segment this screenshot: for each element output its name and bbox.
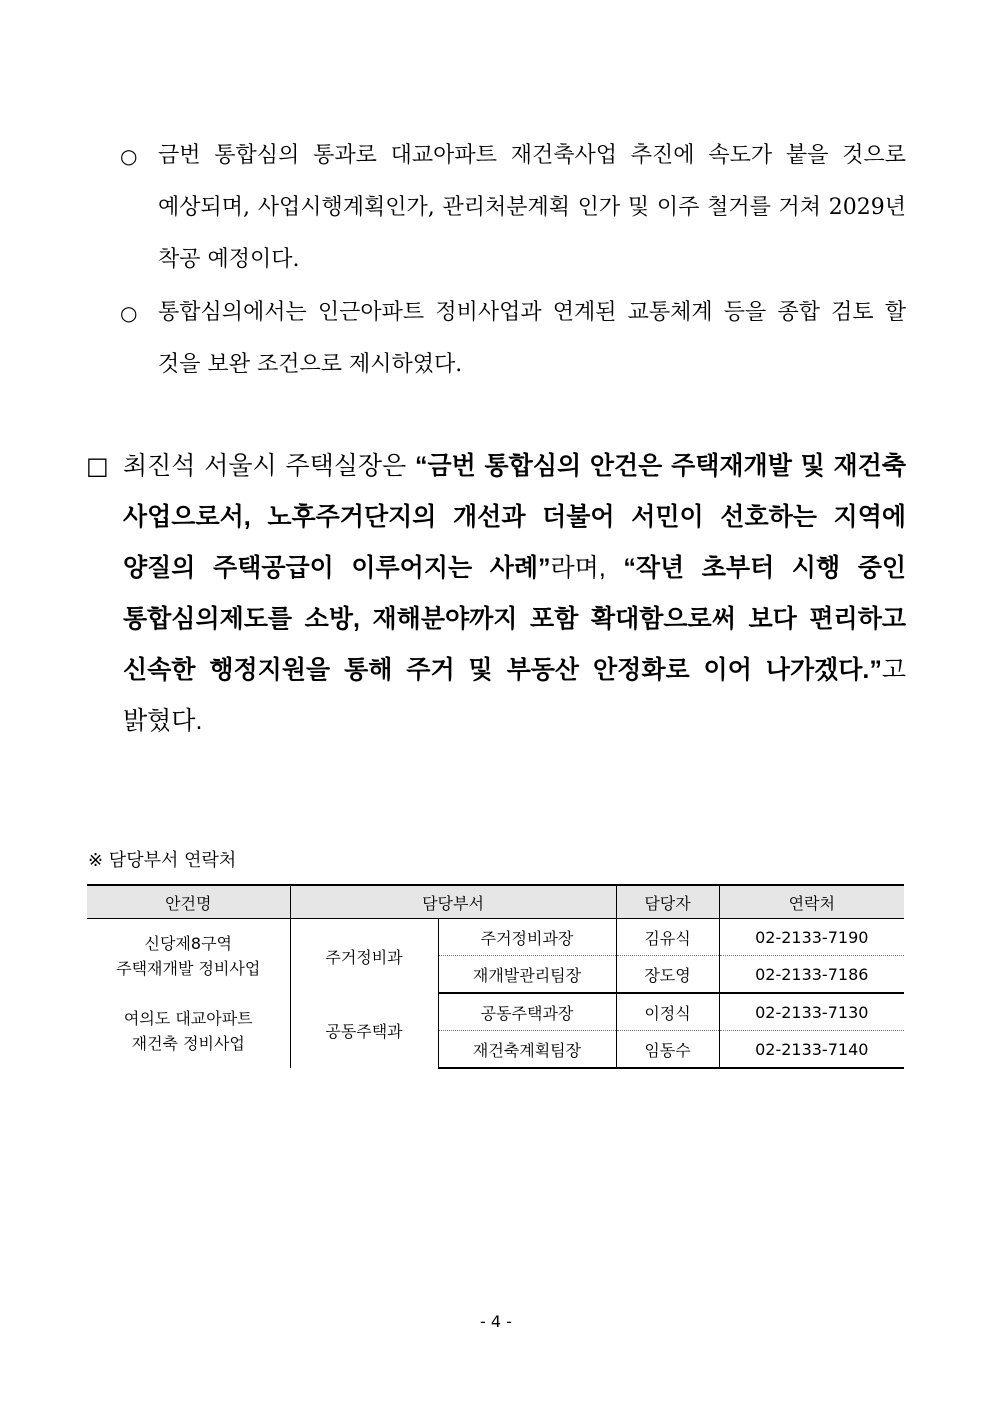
main-paragraph — [86, 441, 906, 747]
person-name: 이정식 — [616, 993, 719, 1031]
header-department: 담당부서 — [290, 885, 616, 919]
phone-number: 02-2133-7140 — [719, 1031, 904, 1069]
person-name: 김유식 — [616, 919, 719, 956]
department-name: 주거정비과 — [290, 919, 438, 994]
table-row — [87, 993, 904, 1031]
quote-two: “작년 초부터 시행 중인 통합심의제도를 소방, 재해분야까지 포함 확대함으로써 보다 편리하고 신속한 행정지원을 통해 주거 및 부동산 안정화로 이어 나가겠다.” — [123, 554, 906, 684]
project-line: 여의도 대교아파트 — [123, 1008, 253, 1028]
circle-bullet-icon: ○ — [120, 144, 138, 168]
person-name: 장도영 — [616, 956, 719, 994]
bullet-text: 통합심의에서는 인근아파트 정비사업과 연계된 교통체계 등을 종합 검토 할 것을 보완 조건으로 제시하였다. — [158, 300, 906, 377]
table-row — [87, 919, 904, 956]
connector-text: 라며, — [550, 554, 624, 582]
circle-bullet-icon: ○ — [120, 301, 138, 325]
quote-one: “금번 통합심의 안건은 주택재개발 및 재건축 사업으로서, 노후주거단지의 개선과 더불어 서민이 선호하는 지역에 양질의 주택공급이 이루어지는 사례” — [123, 452, 906, 582]
contact-table — [87, 884, 904, 1069]
team-name: 주거정비과장 — [438, 919, 616, 956]
project-line: 재건축 정비사업 — [131, 1033, 245, 1053]
closing-text: 고 밝혔다. — [123, 656, 906, 735]
bullet-item — [120, 130, 906, 286]
bullet-text: 금번 통합심의 통과로 대교아파트 재건축사업 추진에 속도가 붙을 것으로 예상되며, 사업시행계획인가, 관리처분계획 인가 및 이주 철거를 거쳐 2029년 착공 예정이다. — [158, 143, 906, 272]
person-name: 임동수 — [616, 1031, 719, 1069]
team-name: 공동주택과장 — [438, 993, 616, 1031]
project-line: 신당제8구역 — [144, 934, 232, 953]
phone-number: 02-2133-7186 — [719, 956, 904, 994]
phone-number: 02-2133-7130 — [719, 993, 904, 1031]
project-name — [87, 919, 290, 994]
bullet-item — [120, 287, 906, 391]
page-number: - 4 - — [480, 1312, 512, 1331]
header-phone: 연락처 — [719, 885, 904, 919]
main-paragraph-text — [123, 441, 906, 747]
header-person: 담당자 — [616, 885, 719, 919]
project-line: 주택재개발 정비사업 — [116, 959, 261, 978]
project-name — [87, 993, 290, 1068]
team-name: 재개발관리팀장 — [438, 956, 616, 994]
speaker-intro: 최진석 서울시 주택실장은 — [123, 452, 415, 480]
contact-title: ※ 담당부서 연락처 — [88, 850, 237, 871]
header-project: 안건명 — [87, 885, 290, 919]
checkbox-bullet-icon: □ — [86, 452, 109, 480]
phone-number: 02-2133-7190 — [719, 919, 904, 956]
team-name: 재건축계획팀장 — [438, 1031, 616, 1069]
department-name: 공동주택과 — [290, 993, 438, 1068]
table-header-row — [87, 885, 904, 919]
